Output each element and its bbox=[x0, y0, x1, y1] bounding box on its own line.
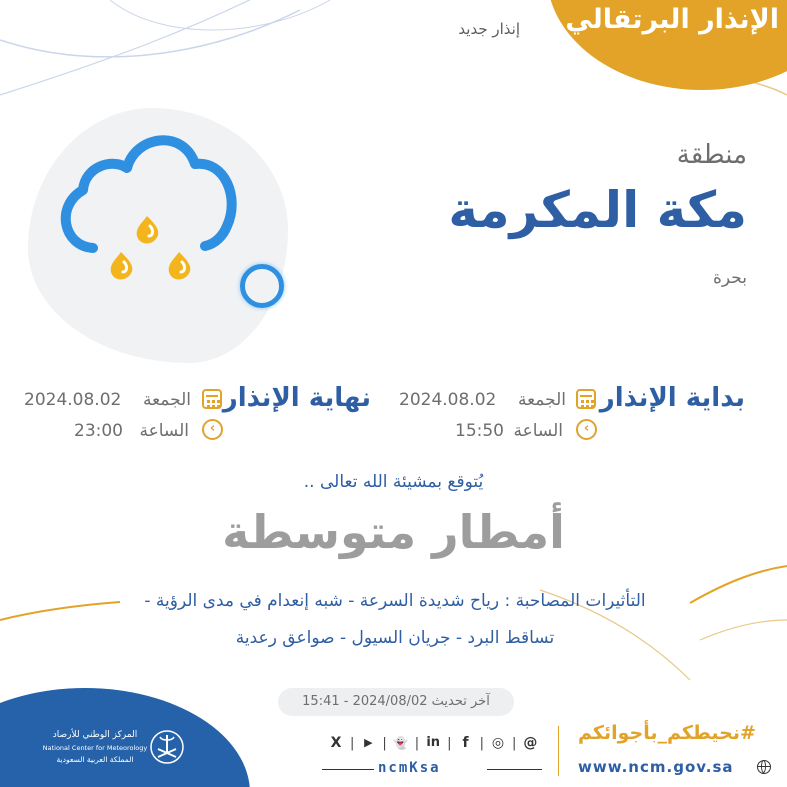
footer-separator bbox=[558, 726, 559, 776]
facebook-icon[interactable]: f bbox=[462, 735, 469, 751]
start-day: الجمعة bbox=[517, 390, 566, 410]
social-handle[interactable]: ncmKsa bbox=[378, 760, 441, 776]
region-name: مكة المكرمة bbox=[448, 181, 747, 239]
youtube-icon[interactable]: ▶ bbox=[364, 736, 373, 749]
end-title: نهاية الإنذار bbox=[222, 383, 371, 413]
end-day: الجمعة bbox=[142, 390, 191, 410]
calendar-icon bbox=[202, 389, 222, 409]
x-icon[interactable]: X bbox=[330, 735, 342, 751]
end-time: 23:00 bbox=[74, 421, 123, 441]
start-time-label: الساعة bbox=[513, 421, 563, 441]
linkedin-icon[interactable]: in bbox=[426, 735, 441, 750]
divider-line bbox=[322, 769, 374, 770]
forecast-headline: أمطار متوسطة bbox=[222, 505, 565, 559]
expectation-text: يُتوقع بمشيئة الله تعالى .. bbox=[303, 472, 484, 492]
start-date: 2024.08.02 bbox=[399, 390, 497, 410]
org-name-english: National Center for Meteorology bbox=[42, 744, 148, 752]
snapchat-icon[interactable]: 👻 bbox=[393, 736, 409, 750]
calendar-icon bbox=[576, 389, 596, 409]
start-time: 15:50 bbox=[455, 421, 504, 441]
effects-line-2: تساقط البرد - جريان السيول - صواعق رعدية bbox=[235, 628, 555, 648]
org-name-arabic: المركز الوطني للأرصاد bbox=[52, 730, 138, 740]
alert-status: إنذار جديد bbox=[458, 20, 520, 38]
instagram-icon[interactable]: ◎ bbox=[491, 735, 505, 751]
hashtag: #نحيطكم_بأجوائكم bbox=[578, 722, 756, 744]
saudi-emblem-icon bbox=[150, 727, 184, 767]
website-link[interactable]: www.ncm.gov.sa bbox=[578, 758, 734, 776]
start-title: بداية الإنذار bbox=[599, 383, 745, 413]
end-date: 2024.08.02 bbox=[24, 390, 122, 410]
ring-decoration-icon bbox=[240, 264, 284, 308]
globe-icon bbox=[757, 760, 771, 774]
region-label: منطقة bbox=[676, 140, 747, 170]
end-time-label: الساعة bbox=[139, 421, 189, 441]
divider-line bbox=[487, 769, 542, 770]
social-links: X | ▶ | 👻 | in | f | ◎ | @ bbox=[327, 733, 539, 753]
clock-icon: ‹ bbox=[576, 419, 597, 440]
sub-area: بحرة bbox=[713, 268, 747, 288]
org-country: المملكة العربية السعودية bbox=[56, 755, 134, 764]
effects-line-1: التأثيرات المصاحبة : رياح شديدة السرعة - شبه إنعدام في مدى الرؤية - bbox=[144, 591, 646, 611]
clock-icon: ‹ bbox=[202, 419, 223, 440]
threads-icon[interactable]: @ bbox=[523, 735, 538, 751]
last-update-badge: آخر تحديث 2024/08/02 - 15:41 bbox=[278, 688, 514, 716]
alert-level-title: الإنذار البرتقالي bbox=[565, 4, 779, 35]
rain-cloud-icon bbox=[55, 128, 245, 288]
